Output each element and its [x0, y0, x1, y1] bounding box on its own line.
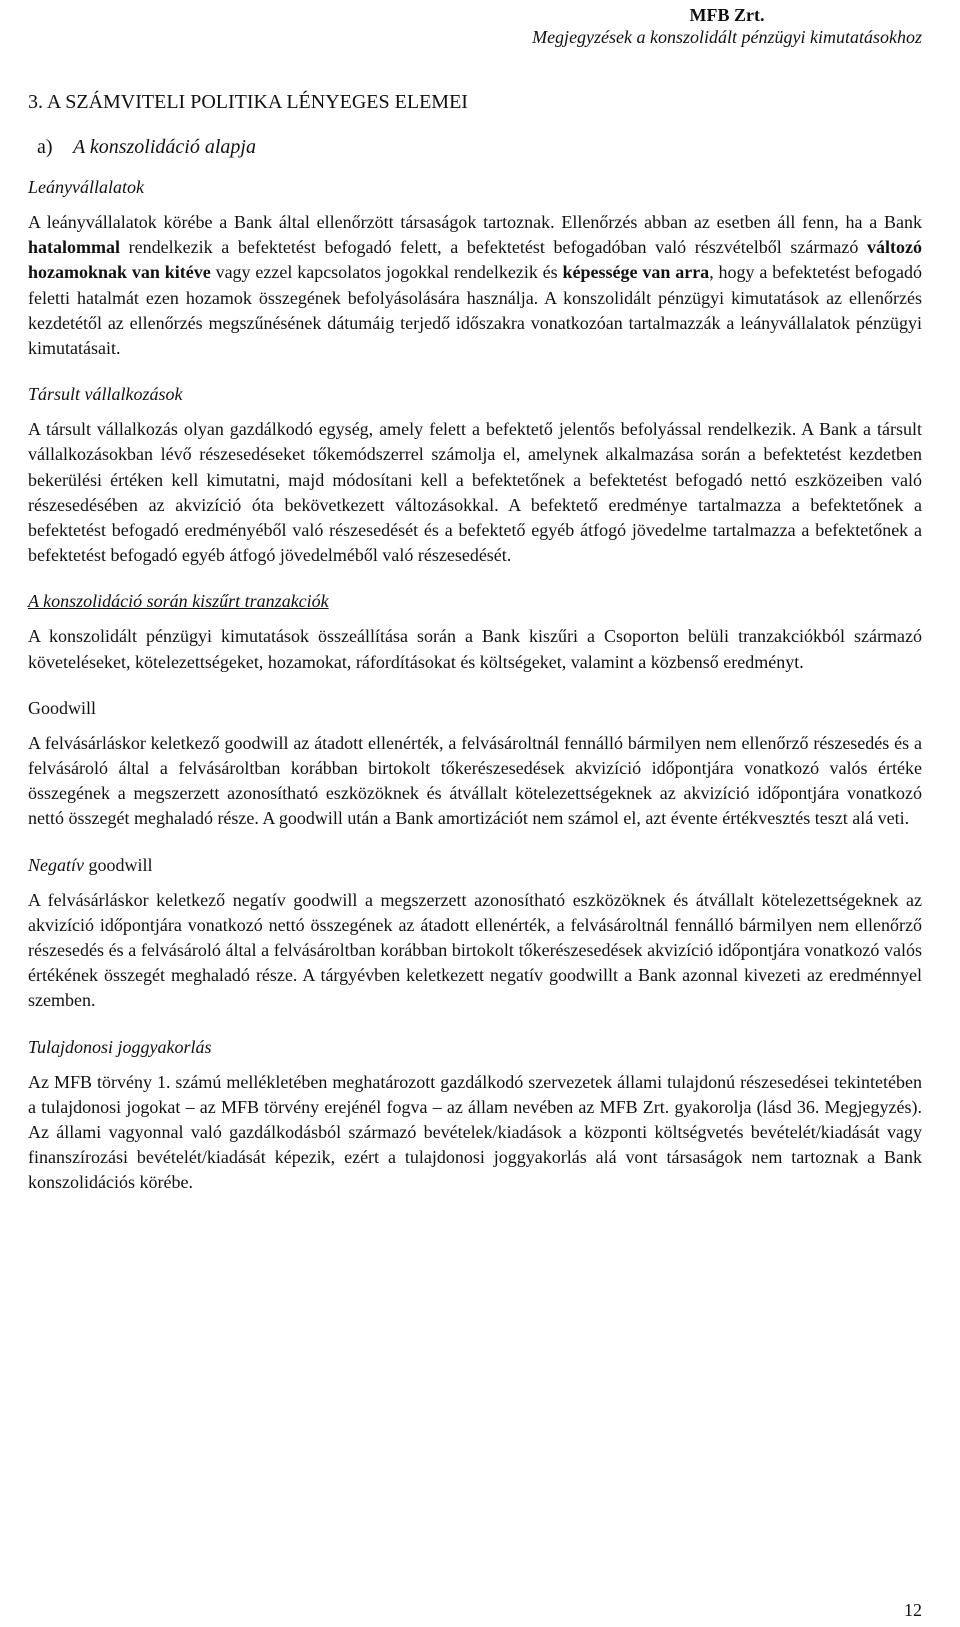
heading-tulajdonosi-joggyakorlas: Tulajdonosi joggyakorlás	[28, 1036, 212, 1057]
paragraph-tulajdonosi-joggyakorlas: Az MFB törvény 1. számú mellékletében meghatározott gazdálkodó szervezetek állami tulajdonú részesedései tekintetében a tulajdonosi jogokat – az MFB törvény erejénél fogva – az állam nevében az MFB Zrt. gyakorolja (lásd 36. Megjegyzés). Az állami vagyonnal való gazdálkodásból származó bevételek/kiadások a központi költségvetés bevételét/kiadását vagy finanszírozási bevételét/kiadását képezik, ezért a tulajdonosi joggyakorlás alá vont társaságok nem tartoznak a Bank konszolidációs körébe.	[28, 1071, 922, 1193]
heading-leanyvallalatok: Leányvállalatok	[28, 177, 144, 197]
text-run: vagy ezzel kapcsolatos jogokkal rendelkezik és	[210, 262, 563, 283]
bold-run: hatalommal	[28, 237, 120, 258]
subsection-letter: a)	[37, 136, 53, 158]
heading-negativ-goodwill	[28, 852, 922, 878]
page-header	[532, 4, 922, 48]
header-subtitle: Megjegyzések a konszolidált pénzügyi kimutatásokhoz	[532, 27, 922, 47]
paragraph-negativ-goodwill: A felvásárláskor keletkező negatív goodwill a megszerzett azonosítható eszközöknek és átvállalt kötelezettségeknek az akvizíció időpontjára vonatkozó nettó összegének az átadott ellenérték, a felvásároltnál fennálló bármilyen nem ellenőrző részesedés és a felvásároló által a felvásároltban korábban birtokolt tőkerészesedések akvizíció időpontjára vonatkozó valós értékének összegét meghaladó része. A tárgyévben keletkezett negatív goodwillt a Bank azonnal kivezeti az eredménnyel szemben.	[28, 889, 922, 1011]
heading-goodwill: Goodwill	[28, 697, 97, 718]
subsection-heading	[37, 134, 922, 160]
heading-tarsult-vallalkozasok: Társult vállalkozások	[28, 384, 183, 405]
heading-negativ-italic: Negatív	[28, 854, 84, 875]
subsection-title: A konszolidáció alapja	[73, 136, 256, 158]
paragraph-leanyvallalatok	[28, 210, 922, 361]
bold-run: képessége van arra	[562, 262, 710, 283]
paragraph-goodwill: A felvásárláskor keletkező goodwill az átadott ellenérték, a felvásároltnál fennálló bármilyen nem ellenőrző részesedés és a felvásároló által a felvásároltban korábban birtokolt tőkerészesedések akvizíció időpontjára vonatkozó valós értéke összegének a megszerzett azonosítható eszközöknek és átvállalt kötelezettségeknek az akvizíció időpontjára vonatkozó nettó összegét meghaladó része. A goodwill után a Bank amortizációt nem számol el, azt évente értékvesztés teszt alá veti.	[28, 732, 922, 829]
text-run: A leányvállalatok körébe a Bank által ellenőrzött társaságok tartoznak. Ellenőrzés abban az esetben áll fenn, ha a Bank	[28, 212, 922, 232]
paragraph-kiszurt-tranzakciok: A konszolidált pénzügyi kimutatások összeállítása során a Bank kiszűri a Csoporton belüli tranzakciókból származó követeléseket, kötelezettségeket, hozamokat, ráfordításokat és költségeket, valamint a közbenső eredményt.	[28, 626, 922, 672]
header-company: MFB Zrt.	[689, 5, 765, 25]
heading-negativ-rest: goodwill	[84, 854, 153, 875]
heading-kiszurt-tranzakciok: A konszolidáció során kiszűrt tranzakciók	[28, 591, 329, 612]
text-run: rendelkezik a befektetést befogadó felett, a befektetést befogadóban való részvételből származó	[120, 237, 868, 258]
page-number: 12	[904, 1600, 922, 1620]
paragraph-tarsult-vallalkozasok: A társult vállalkozás olyan gazdálkodó egység, amely felett a befektető jelentős befolyással rendelkezik. A Bank a társult vállalkozásokban lévő részesedéseket tőkemódszerrel számolja el, amelynek alkalmazása során a befektetést kezdetben bekerülési értéken kell kimutatni, majd módosítani kell a befektetőnek a befektetést befogadó nettó eszközeiben való részesedésében az akvizíció óta bekövetkezett változásokkal. A befektető eredménye tartalmazza a befektetőnek a befektetést befogadó eredményéből való részesedését és a befektető egyéb átfogó jövedelme tartalmazza a befektetőnek a befektetést befogadó egyéb átfogó jövedelméből való részesedését.	[28, 419, 922, 566]
section-title: 3. A SZÁMVITELI POLITIKA LÉNYEGES ELEMEI	[28, 91, 468, 113]
bold-run: változó hozamoknak van kitéve	[28, 237, 922, 283]
page-content	[28, 88, 922, 1196]
text-run: , hogy a befektetést befogadó feletti hatalmát ezen hozamok összegének befolyásolására használja. A konszolidált pénzügyi kimutatások az ellenőrzés kezdetétől az ellenőrzés megszűnésének dátumáig terjedő időszakra vonatkozóan tartalmazzák a leányvállalatok pénzügyi kimutatásait.	[28, 262, 922, 359]
